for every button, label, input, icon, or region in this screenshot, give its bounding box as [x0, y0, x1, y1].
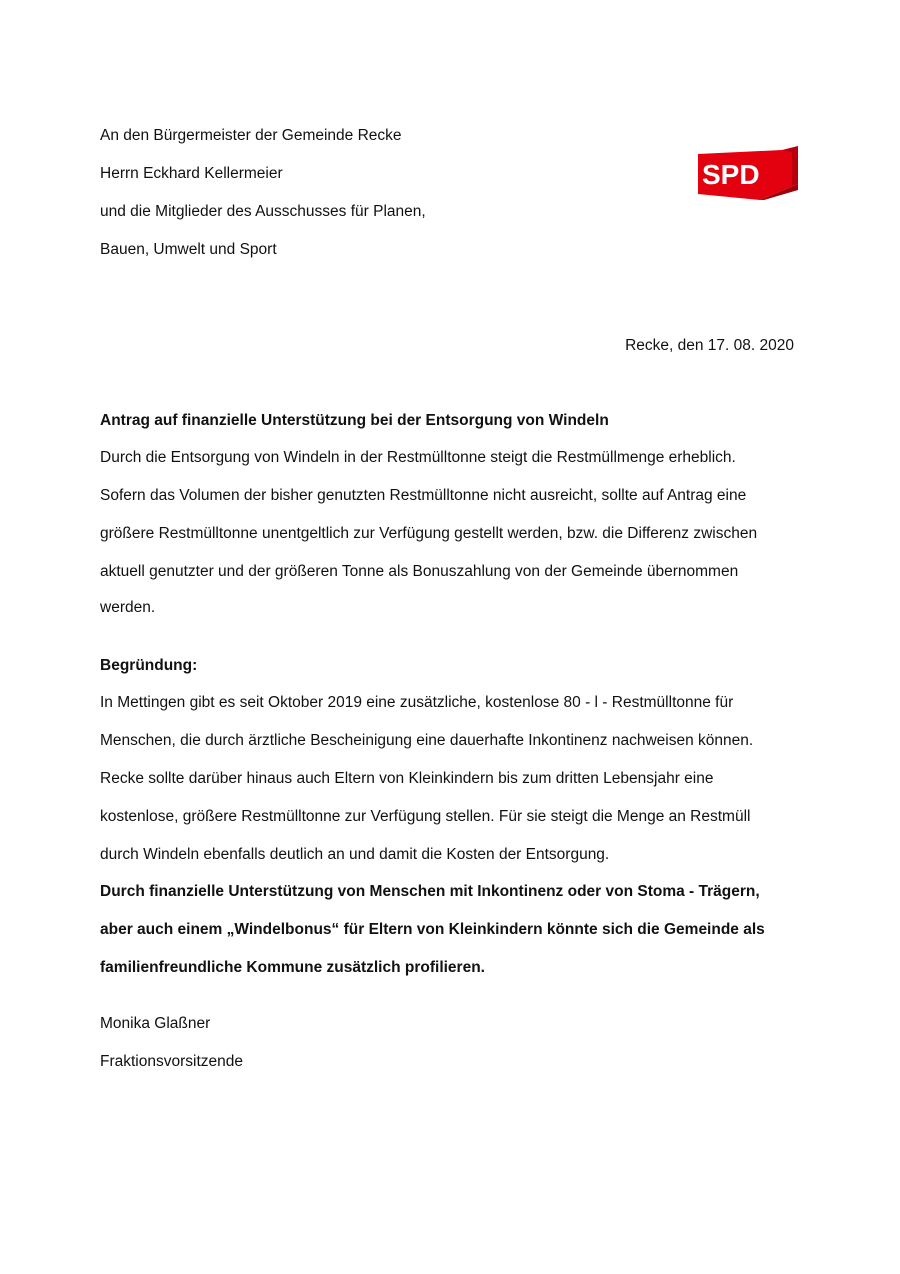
reason-heading: Begründung: — [100, 657, 198, 674]
conclusion-line: Durch finanzielle Unterstützung von Menschen mit Inkontinenz oder von Stoma - Trägern, — [100, 883, 760, 900]
body-line: größere Restmülltonne unentgeltlich zur Verfügung gestellt werden, bzw. die Differenz zwischen — [100, 525, 758, 542]
recipient-line-2: Herrn Eckhard Kellermeier — [100, 165, 283, 182]
body-line: aktuell genutzter und der größeren Tonne als Bonuszahlung von der Gemeinde übernommen — [100, 563, 739, 580]
conclusion-line: familienfreundliche Kommune zusätzlich profilieren. — [100, 959, 485, 976]
reason-line: Menschen, die durch ärztliche Bescheinigung eine dauerhafte Inkontinenz nachweisen können. — [100, 732, 754, 749]
signature-title: Fraktionsvorsitzende — [100, 1053, 244, 1070]
recipient-line-1: An den Bürgermeister der Gemeinde Recke — [100, 127, 402, 144]
letter-date: Recke, den 17. 08. 2020 — [625, 337, 794, 354]
recipient-line-4: Bauen, Umwelt und Sport — [100, 241, 277, 258]
body-line: Durch die Entsorgung von Windeln in der Restmülltonne steigt die Restmüllmenge erheblich. — [100, 449, 736, 466]
reason-line: kostenlose, größere Restmülltonne zur Verfügung stellen. Für sie steigt die Menge an Restmüll — [100, 808, 751, 825]
reason-line: durch Windeln ebenfalls deutlich an und damit die Kosten der Entsorgung. — [100, 846, 610, 863]
body-line: Sofern das Volumen der bisher genutzten Restmülltonne nicht ausreicht, sollte auf Antrag eine — [100, 487, 747, 504]
conclusion-line: aber auch einem „Windelbonus“ für Eltern von Kleinkindern könnte sich die Gemeinde als — [100, 921, 765, 938]
spd-logo — [694, 146, 798, 200]
signature-name: Monika Glaßner — [100, 1015, 211, 1032]
reason-line: Recke sollte darüber hinaus auch Eltern von Kleinkindern bis zum dritten Lebensjahr eine — [100, 770, 714, 787]
reason-line: In Mettingen gibt es seit Oktober 2019 eine zusätzliche, kostenlose 80 - l - Restmülltonne für — [100, 694, 734, 711]
subject-heading: Antrag auf finanzielle Unterstützung bei der Entsorgung von Windeln — [100, 412, 609, 429]
body-line: werden. — [100, 599, 156, 616]
logo-text: SPD — [702, 159, 760, 190]
recipient-line-3: und die Mitglieder des Ausschusses für Planen, — [100, 203, 426, 220]
